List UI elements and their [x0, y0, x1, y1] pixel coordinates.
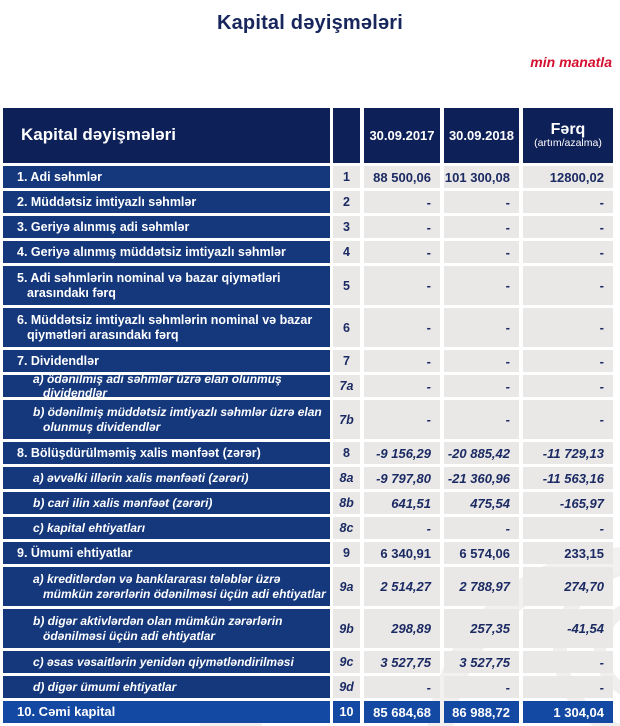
header-col-2018: 30.09.2018	[444, 108, 519, 163]
row-number: 10	[333, 701, 360, 723]
table-header-row	[3, 108, 613, 163]
row-label-text: a) ödənilmiş adi səhmlər üzrə elan olunmuş dividendlər	[33, 371, 282, 400]
header-col-2017: 30.09.2017	[364, 108, 440, 163]
value-diff: -11 729,13	[523, 442, 613, 464]
row-label-text: 5. Adi səhmlərin nominal və bazar qiymətləri arasındakı fərq	[17, 270, 281, 300]
row-number: 8c	[333, 517, 360, 539]
row-label-text: b) ödənilmiş müddətsiz imtiyazlı səhmlər üzrə elan olunmuş dividendlər	[33, 405, 322, 434]
value-2018: -	[444, 241, 519, 263]
value-2018: -	[444, 191, 519, 213]
row-label	[3, 701, 330, 723]
value-diff: -41,54	[523, 609, 613, 648]
row-label-text: b) digər aktivlərdən olan mümkün zərərlərin ödənilməsi üçün adi ehtiyatlar	[33, 614, 283, 643]
header-col-diff	[523, 108, 613, 163]
table-row	[3, 492, 613, 514]
row-label	[3, 676, 330, 698]
table-body	[3, 166, 613, 723]
row-number: 6	[333, 308, 360, 347]
row-label-text: 8. Bölüşdürülməmiş xalis mənfəət (zərər)	[17, 445, 261, 460]
table-row	[3, 350, 613, 372]
table-row	[3, 467, 613, 489]
row-label-text: 10. Cəmi kapital	[17, 704, 116, 720]
value-2017: 6 340,91	[364, 542, 440, 564]
table-row	[3, 517, 613, 539]
page-title: Kapital dəyişmələri	[216, 12, 404, 34]
row-number: 5	[333, 266, 360, 305]
row-number: 3	[333, 216, 360, 238]
value-2017: -	[364, 191, 440, 213]
value-diff: -	[523, 216, 613, 238]
value-2018: -	[444, 375, 519, 397]
row-label	[3, 350, 330, 372]
row-label	[3, 216, 330, 238]
value-2018: -	[444, 676, 519, 698]
row-label-text: c) kapital ehtiyatları	[33, 520, 146, 535]
value-2018: -	[444, 350, 519, 372]
value-diff: -	[523, 266, 613, 305]
row-label	[3, 371, 330, 400]
value-diff: 12800,02	[523, 166, 613, 188]
row-number: 9a	[333, 567, 360, 606]
row-label	[3, 567, 330, 606]
value-2018: -	[444, 216, 519, 238]
header-label: Kapital dəyişmələri	[21, 125, 176, 145]
row-label-text: 7. Dividendlər	[17, 353, 99, 368]
table-row	[3, 400, 613, 439]
row-number: 8	[333, 442, 360, 464]
row-label-text: c) əsas vəsaitlərin yenidən qiymətləndirilməsi	[33, 654, 294, 669]
unit-note: min manatla	[530, 54, 612, 70]
value-2018: 257,35	[444, 609, 519, 648]
value-2018: -	[444, 400, 519, 439]
value-2017: -	[364, 216, 440, 238]
value-diff: -	[523, 375, 613, 397]
value-diff: -	[523, 191, 613, 213]
row-number: 7b	[333, 400, 360, 439]
row-label	[3, 266, 330, 305]
row-number: 8b	[333, 492, 360, 514]
row-number: 7	[333, 350, 360, 372]
row-label	[3, 651, 330, 673]
row-label	[3, 400, 330, 439]
row-label	[3, 467, 330, 489]
row-number: 9	[333, 542, 360, 564]
value-diff: -11 563,16	[523, 467, 613, 489]
row-number: 1	[333, 166, 360, 188]
header-diff-subtitle: (artım/azalma)	[534, 137, 602, 150]
row-number: 9b	[333, 609, 360, 648]
value-diff: -	[523, 676, 613, 698]
row-label-text: 3. Geriyə alınmış adi səhmlər	[17, 219, 190, 234]
value-diff: -	[523, 350, 613, 372]
row-label-text: 2. Müddətsiz imtiyazlı səhmlər	[17, 194, 197, 209]
row-label-text: b) cari ilin xalis mənfəət (zərəri)	[33, 495, 213, 510]
value-diff: 233,15	[523, 542, 613, 564]
table-row	[3, 191, 613, 213]
capital-changes-table	[3, 108, 613, 726]
value-2018: -	[444, 308, 519, 347]
value-2018: 475,54	[444, 492, 519, 514]
row-label-text: a) əvvəlki illərin xalis mənfəəti (zərəri)	[33, 470, 249, 485]
row-label	[3, 609, 330, 648]
value-2018: -21 360,96	[444, 467, 519, 489]
table-row	[3, 676, 613, 698]
value-2018: 6 574,06	[444, 542, 519, 564]
table-row	[3, 701, 613, 723]
row-label	[3, 517, 330, 539]
table-row	[3, 442, 613, 464]
header-number-cell	[333, 108, 360, 163]
row-label-text: 1. Adi səhmlər	[17, 169, 102, 184]
value-2018: 86 988,72	[444, 701, 519, 723]
row-number: 4	[333, 241, 360, 263]
row-label	[3, 166, 330, 188]
value-2017: -9 797,80	[364, 467, 440, 489]
value-diff: 1 304,04	[523, 701, 613, 723]
value-2017: -	[364, 308, 440, 347]
row-number: 7a	[333, 375, 360, 397]
row-number: 8a	[333, 467, 360, 489]
value-2017: 298,89	[364, 609, 440, 648]
header-label-cell	[3, 108, 330, 163]
row-number: 9d	[333, 676, 360, 698]
value-diff: -	[523, 308, 613, 347]
table-row	[3, 567, 613, 606]
table-row	[3, 371, 613, 400]
value-diff: 274,70	[523, 567, 613, 606]
value-2018: -	[444, 517, 519, 539]
value-2017: 2 514,27	[364, 567, 440, 606]
table-row	[3, 609, 613, 648]
header-diff-title: Fərq	[550, 120, 586, 138]
table-row	[3, 542, 613, 564]
value-2017: 3 527,75	[364, 651, 440, 673]
table-row	[3, 308, 613, 347]
value-2017: 88 500,06	[364, 166, 440, 188]
value-2018: 101 300,08	[444, 166, 519, 188]
value-diff: -	[523, 517, 613, 539]
value-diff: -	[523, 241, 613, 263]
value-2017: -	[364, 375, 440, 397]
row-number: 2	[333, 191, 360, 213]
table-row	[3, 241, 613, 263]
row-label-text: 4. Geriyə alınmış müddətsiz imtiyazlı səhmlər	[17, 244, 286, 259]
table-row	[3, 651, 613, 673]
value-2017: -	[364, 400, 440, 439]
row-label	[3, 442, 330, 464]
row-number: 9c	[333, 651, 360, 673]
row-label	[3, 542, 330, 564]
value-2018: -20 885,42	[444, 442, 519, 464]
value-diff: -165,97	[523, 492, 613, 514]
table-row	[3, 166, 613, 188]
table-row	[3, 266, 613, 305]
value-2018: 3 527,75	[444, 651, 519, 673]
value-diff: -	[523, 651, 613, 673]
table-row	[3, 216, 613, 238]
row-label	[3, 241, 330, 263]
row-label-text: d) digər ümumi ehtiyatlar	[33, 679, 177, 694]
value-2017: -	[364, 266, 440, 305]
value-diff: -	[523, 400, 613, 439]
value-2017: 641,51	[364, 492, 440, 514]
row-label	[3, 492, 330, 514]
value-2017: 85 684,68	[364, 701, 440, 723]
value-2017: -	[364, 350, 440, 372]
row-label	[3, 308, 330, 347]
row-label-text: a) kreditlərdən və banklararası tələblər üzrə mümkün zərərlərin ödənilməsi üçün adi ehtiyatlar	[33, 572, 326, 601]
row-label	[3, 191, 330, 213]
value-2017: -	[364, 676, 440, 698]
row-label-text: 6. Müddətsiz imtiyazlı səhmlərin nominal və bazar qiymətləri arasındakı fərq	[17, 312, 313, 342]
row-label-text: 9. Ümumi ehtiyatlar	[17, 545, 133, 560]
value-2017: -	[364, 517, 440, 539]
value-2017: -	[364, 241, 440, 263]
value-2017: -9 156,29	[364, 442, 440, 464]
value-2018: -	[444, 266, 519, 305]
value-2018: 2 788,97	[444, 567, 519, 606]
